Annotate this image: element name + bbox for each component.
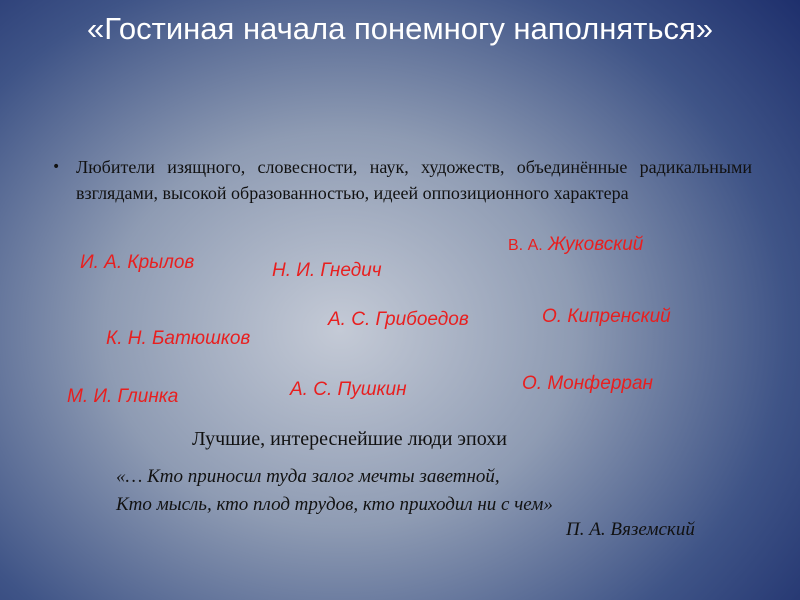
name-montferrand: О. Монферран (522, 373, 653, 394)
bullet-marker: • (52, 159, 61, 175)
subheading (186, 428, 507, 451)
quote-line-2: Кто мысль, кто плод трудов, кто приходил ни с чем» (116, 494, 553, 515)
name-gnedich: Н. И. Гнедич (272, 260, 382, 281)
name-zhukovsky (508, 234, 643, 256)
name-batyushkov: К. Н. Батюшков (106, 328, 251, 349)
quote-line-1: «… Кто приносил туда залог мечты заветной, (116, 466, 500, 487)
name-pushkin: А. С. Пушкин (290, 379, 407, 400)
name-krylov: И. А. Крылов (80, 252, 195, 273)
name-zhukovsky-initials: В. А. (508, 237, 543, 254)
name-glinka: М. И. Глинка (67, 386, 179, 407)
intro-text: Любители изящного, словесности, наук, художеств, объединённые радикальными взглядами, высокой образованностью, идеей оппозиционного характера (76, 157, 752, 203)
name-zhukovsky-surname: Жуковский (547, 234, 644, 255)
quote-author: П. А. Вяземский (566, 519, 695, 540)
intro-bullet (52, 154, 752, 206)
name-kiprensky: О. Кипренский (542, 306, 671, 327)
subheading-text: Лучшие, интереснейшие люди эпохи (192, 428, 507, 450)
slide-title: «Гостиная начала понемногу наполняться» (86, 11, 714, 46)
name-griboedov: А. С. Грибоедов (328, 309, 469, 330)
